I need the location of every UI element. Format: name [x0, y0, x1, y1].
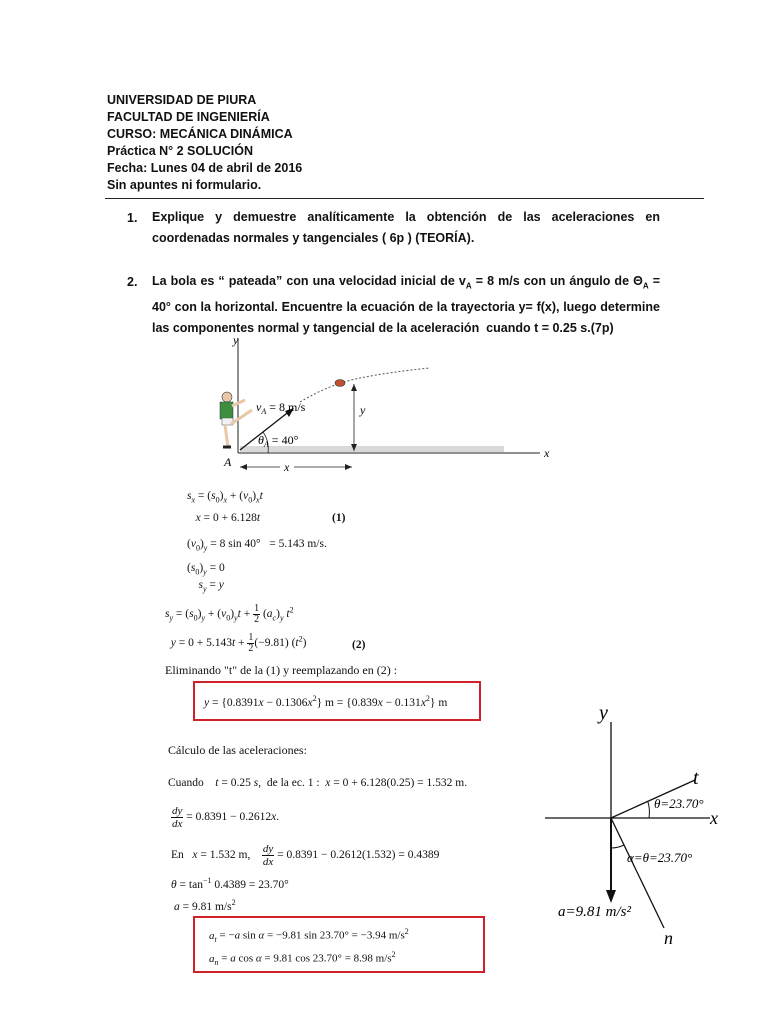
- problem-2-text: La bola es “ pateada” con una velocidad inicial de $v_A = 8$ m/s con un ángulo de $\Theta_A = 40^\circ$ con la horizontal. Encuentre la ecuación de la trayectoria y= f(x), luego determine las componentes normal y tangencial de la aceleración cuando t = 0.25 s.(7p): [152, 274, 660, 335]
- elimination-note: Eliminando "t" de la (1) y reemplazando en (2) :: [165, 663, 398, 677]
- problem-1-number: 1.: [127, 211, 138, 225]
- eq-x: x = 0 + 6.128t: [195, 512, 261, 524]
- header-divider: [105, 198, 704, 199]
- eq-label-2: (2): [352, 639, 366, 651]
- calc-at: $a_t = -a$ sin α = −9.81 sin 23.70° = −3.94 $m/s^2$: [209, 927, 409, 944]
- eq-y: y = 0 + 5.143t + 1 2(−9.81) $(t^2)$: [170, 632, 307, 654]
- trajectory-result: $y = \{0.8391x - 0.1306x^2\}$ $m = \{0.839x - 0.131x^2\}$ m: [204, 694, 448, 709]
- sketch-a-label: a=9.81 m/s²: [558, 904, 631, 920]
- sketch-y-label: y: [599, 702, 608, 724]
- exam-date: Fecha: Lunes 04 de abril de 2016: [107, 161, 303, 175]
- acceleration-sketch: [540, 700, 768, 950]
- projectile-figure: [200, 332, 560, 478]
- sketch-alpha-label: α=θ=23.70°: [627, 850, 693, 865]
- sketch-theta-arc: [648, 802, 649, 818]
- header-block: [107, 92, 302, 194]
- university-name: UNIVERSIDAD DE PIURA: [107, 93, 257, 107]
- eq-v0y: $(v_0)_y = 8$ sin 40° = 5.143 m/s.: [187, 538, 327, 553]
- distance-label: x: [284, 460, 290, 474]
- eq-label-1: (1): [332, 512, 346, 524]
- calc-theta: $\theta = \tan^{-1} 0.4389 = 23.70^\circ$: [171, 876, 289, 891]
- trajectory-path: [300, 368, 430, 402]
- eq-sy: $s_y = y$: [198, 579, 224, 594]
- sketch-t-label: t: [693, 767, 699, 789]
- fig1-y-axis-label: y: [233, 333, 239, 347]
- calc-an: $a_n = a$ cos α = 9.81 cos 23.70° = 8.98 $m/s^2$: [209, 950, 396, 967]
- calc-a: a = 9.81 $m/s^2$: [174, 898, 236, 913]
- kicker-figure-icon: [220, 392, 252, 447]
- course-name: CURSO: MECÁNICA DINÁMICA: [107, 127, 293, 141]
- calc-dydx: $\frac{dy}{dx} = 0.8391 - 0.2612x$.: [172, 805, 280, 830]
- exam-notes: Sin apuntes ni formulario.: [107, 178, 262, 192]
- ball-icon: [335, 380, 345, 387]
- practice-title: Práctica N° 2 SOLUCIÓN: [107, 144, 254, 158]
- sketch-a-arrowhead: [606, 890, 616, 903]
- problem-2-number: 2.: [127, 275, 138, 289]
- sketch-n-label: n: [664, 928, 673, 948]
- eq-s0y: $(s_0)_y = 0$: [187, 562, 225, 577]
- sketch-alpha-arc: [611, 845, 624, 848]
- calc-en: En x = 1.532 m, $\frac{dy}{dx} = 0.8391 - 0.2612(1.532) = 0.4389$: [171, 843, 440, 868]
- height-label: y: [360, 403, 366, 417]
- fig1-x-axis-label: x: [544, 446, 550, 460]
- calc-title: Cálculo de las aceleraciones:: [168, 743, 307, 757]
- sketch-x-label: x: [710, 808, 718, 828]
- sketch-theta-label: θ=23.70°: [654, 796, 704, 811]
- faculty-name: FACULTAD DE INGENIERÍA: [107, 110, 270, 124]
- problem-1-text: Explique y demuestre analíticamente la obtención de las aceleraciones en coordenadas normales y tangenciales ( 6p ) (TEORÍA).: [152, 210, 660, 245]
- fig1-origin-label: A: [224, 455, 232, 469]
- eq-sy-full: $s_y = (s_0)_y + (v_0)_yt + 1$ 2 $(a_c)_y$ $t^2$: [165, 603, 294, 625]
- calc-cuando: Cuando t = 0.25 s, de la ec. 1 : x = 0 + 6.128(0.25) = 1.532 m.: [168, 777, 468, 789]
- velocity-label: $v_A = 8$ m/s: [256, 400, 306, 416]
- eq-sx: $s_x = (s_0)_x + (v_0)_xt$: [187, 490, 263, 505]
- angle-label: $\theta_A = 40^\circ$: [258, 433, 299, 449]
